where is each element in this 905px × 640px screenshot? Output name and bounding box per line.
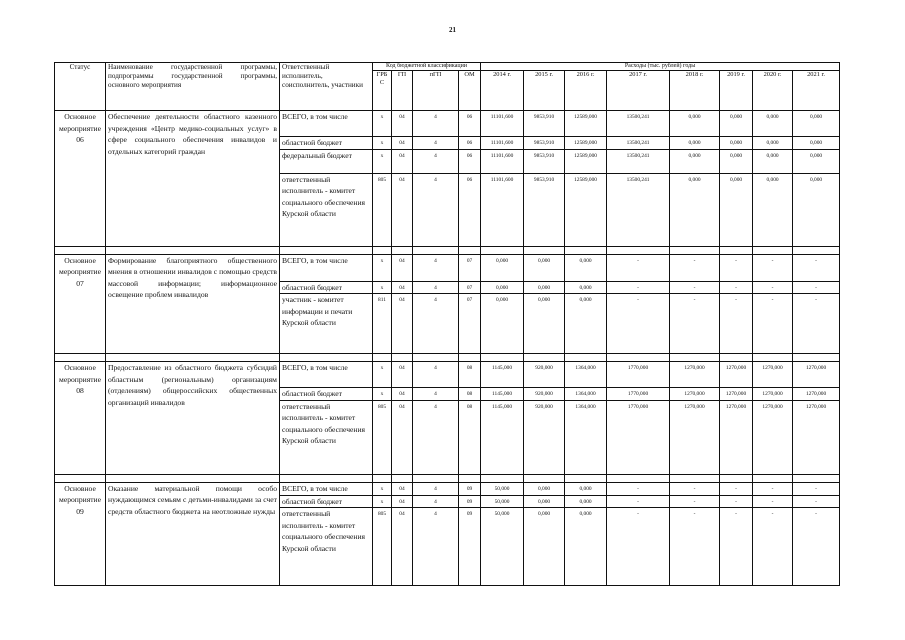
expense-value-cell: 0,000 — [793, 149, 840, 173]
status-cell: Основное мероприятие 07 — [55, 254, 106, 354]
expense-value-cell: 1270,000 — [670, 362, 720, 388]
expense-value-cell: 0,000 — [670, 137, 720, 150]
expense-value-cell: 9853,910 — [524, 173, 565, 246]
code-cell: 805 — [373, 508, 392, 586]
expense-value-cell: 1270,000 — [753, 362, 793, 388]
expense-value-cell: 1270,000 — [670, 400, 720, 474]
separator-cell — [565, 354, 607, 362]
expense-value-cell: 0,000 — [481, 281, 524, 294]
expense-value-cell: 13500,241 — [607, 149, 670, 173]
code-cell: x — [373, 482, 392, 495]
status-cell: Основное мероприятие 09 — [55, 482, 106, 586]
responsible-cell: областной бюджет — [280, 137, 373, 150]
expense-value-cell: 11101,600 — [481, 111, 524, 137]
responsible-cell: ответственный исполнитель - комитет социального обеспечения Курской области — [280, 508, 373, 586]
expense-value-cell: - — [607, 254, 670, 281]
expense-value-cell: 0,000 — [753, 137, 793, 150]
separator-cell — [793, 354, 840, 362]
code-cell: 4 — [413, 149, 459, 173]
code-cell: 4 — [413, 362, 459, 388]
expense-value-cell: - — [793, 254, 840, 281]
header-year: 2018 г. — [670, 71, 720, 111]
expense-value-cell: 9853,910 — [524, 111, 565, 137]
code-cell: 07 — [459, 254, 481, 281]
separator-cell — [607, 474, 670, 482]
expense-value-cell: - — [753, 254, 793, 281]
code-cell: x — [373, 281, 392, 294]
expense-value-cell: 12589,000 — [565, 111, 607, 137]
expense-value-cell: 1270,000 — [793, 400, 840, 474]
expense-value-cell: 0,000 — [720, 137, 753, 150]
responsible-cell: ВСЕГО, в том числе — [280, 362, 373, 388]
code-cell: 04 — [392, 388, 413, 401]
code-cell: x — [373, 388, 392, 401]
expense-value-cell: 13500,241 — [607, 137, 670, 150]
separator-cell — [753, 354, 793, 362]
code-cell: x — [373, 254, 392, 281]
separator-cell — [55, 354, 106, 362]
separator-cell — [392, 474, 413, 482]
expense-value-cell: - — [793, 482, 840, 495]
expense-value-cell: - — [720, 254, 753, 281]
expense-value-cell: 0,000 — [793, 137, 840, 150]
expense-value-cell: 0,000 — [720, 173, 753, 246]
separator-cell — [413, 474, 459, 482]
table-body — [55, 111, 840, 586]
expense-value-cell: 1270,000 — [720, 400, 753, 474]
expense-value-cell: 1364,000 — [565, 362, 607, 388]
code-cell: 4 — [413, 173, 459, 246]
separator-cell — [373, 246, 392, 254]
header-code-col: ГП — [392, 71, 413, 111]
separator-cell — [481, 246, 524, 254]
separator-cell — [55, 246, 106, 254]
separator-cell — [720, 354, 753, 362]
measure-name-cell: Формирование благоприятного общественного мнения в отношении инвалидов с помощью средств массовой информации; информационное освещение проблем инвалидов — [106, 254, 280, 354]
expense-value-cell: - — [607, 482, 670, 495]
separator-cell — [373, 474, 392, 482]
code-cell: 09 — [459, 508, 481, 586]
separator-cell — [280, 246, 373, 254]
expense-value-cell: 1270,000 — [793, 388, 840, 401]
header-year: 2016 г. — [565, 71, 607, 111]
expense-value-cell: 1145,000 — [481, 400, 524, 474]
code-cell: 04 — [392, 400, 413, 474]
code-cell: 4 — [413, 482, 459, 495]
code-cell: x — [373, 362, 392, 388]
expense-value-cell: 0,000 — [753, 111, 793, 137]
separator-cell — [280, 354, 373, 362]
code-cell: 4 — [413, 111, 459, 137]
header-year: 2019 г. — [720, 71, 753, 111]
expense-value-cell: - — [720, 495, 753, 508]
expense-value-cell: 12589,000 — [565, 173, 607, 246]
expense-value-cell: - — [607, 495, 670, 508]
code-cell: 09 — [459, 495, 481, 508]
expense-value-cell: 9853,910 — [524, 149, 565, 173]
separator-cell — [793, 474, 840, 482]
expense-value-cell: 0,000 — [524, 254, 565, 281]
table-row — [55, 362, 840, 388]
code-cell: 4 — [413, 388, 459, 401]
header-year: 2015 г. — [524, 71, 565, 111]
responsible-cell: ВСЕГО, в том числе — [280, 254, 373, 281]
page-number: 21 — [449, 26, 456, 34]
expense-value-cell: 0,000 — [720, 149, 753, 173]
code-cell: 04 — [392, 137, 413, 150]
code-cell: 805 — [373, 400, 392, 474]
expense-value-cell: 0,000 — [524, 482, 565, 495]
expense-value-cell: 50,000 — [481, 508, 524, 586]
code-cell: x — [373, 495, 392, 508]
code-cell: 04 — [392, 362, 413, 388]
measure-name-cell: Обеспечение деятельности областного казенного учреждения «Центр медико-социальных услуг» в сфере социального обеспечения инвалидов и отдельных категорий граждан — [106, 111, 280, 247]
responsible-cell: федеральный бюджет — [280, 149, 373, 173]
header-status: Статус — [55, 63, 106, 111]
table-header — [55, 63, 840, 111]
expense-value-cell: - — [670, 495, 720, 508]
expense-value-cell: - — [720, 294, 753, 354]
code-cell: 06 — [459, 149, 481, 173]
expense-value-cell: 50,000 — [481, 495, 524, 508]
expense-value-cell: - — [607, 294, 670, 354]
expense-value-cell: - — [607, 508, 670, 586]
expense-value-cell: 1270,000 — [720, 362, 753, 388]
responsible-cell: областной бюджет — [280, 281, 373, 294]
separator-cell — [670, 474, 720, 482]
expense-value-cell: 13500,241 — [607, 173, 670, 246]
separator-cell — [481, 474, 524, 482]
separator-cell — [413, 246, 459, 254]
responsible-cell: областной бюджет — [280, 388, 373, 401]
expense-value-cell: 0,000 — [565, 482, 607, 495]
code-cell: 4 — [413, 400, 459, 474]
expense-value-cell: 11101,600 — [481, 137, 524, 150]
expense-value-cell: - — [793, 294, 840, 354]
expense-value-cell: 50,000 — [481, 482, 524, 495]
separator-cell — [373, 354, 392, 362]
header-budget-code: Код бюджетной классификации — [373, 63, 481, 71]
expense-value-cell: 0,000 — [565, 281, 607, 294]
code-cell: 04 — [392, 508, 413, 586]
expense-value-cell: - — [607, 281, 670, 294]
code-cell: x — [373, 111, 392, 137]
separator-cell — [607, 354, 670, 362]
expense-value-cell: 1145,000 — [481, 388, 524, 401]
code-cell: 07 — [459, 281, 481, 294]
expense-value-cell: - — [670, 482, 720, 495]
expense-value-cell: 0,000 — [524, 508, 565, 586]
table-row — [55, 111, 840, 137]
group-separator — [55, 354, 840, 362]
expense-value-cell: 0,000 — [565, 254, 607, 281]
separator-cell — [565, 246, 607, 254]
code-cell: 06 — [459, 111, 481, 137]
responsible-cell: участник - комитет информации и печати Курской области — [280, 294, 373, 354]
header-year: 2014 г. — [481, 71, 524, 111]
responsible-cell: ВСЕГО, в том числе — [280, 482, 373, 495]
separator-cell — [753, 474, 793, 482]
expense-value-cell: 0,000 — [753, 149, 793, 173]
separator-cell — [720, 246, 753, 254]
code-cell: 4 — [413, 294, 459, 354]
code-cell: 04 — [392, 111, 413, 137]
header-year: 2017 г. — [607, 71, 670, 111]
header-code-col: ОМ — [459, 71, 481, 111]
separator-cell — [106, 354, 280, 362]
expense-value-cell: 0,000 — [565, 495, 607, 508]
expense-value-cell: 1270,000 — [720, 388, 753, 401]
expense-value-cell: - — [753, 495, 793, 508]
measure-name-cell: Предоставление из областного бюджета субсидий областным (региональным) организациям (отделениям) общероссийских общественных организаций инвалидов — [106, 362, 280, 475]
code-cell: 04 — [392, 294, 413, 354]
code-cell: 4 — [413, 495, 459, 508]
expense-value-cell: - — [793, 508, 840, 586]
separator-cell — [413, 354, 459, 362]
code-cell: 04 — [392, 173, 413, 246]
expense-value-cell: 920,000 — [524, 388, 565, 401]
code-cell: 08 — [459, 362, 481, 388]
separator-cell — [459, 246, 481, 254]
expense-value-cell: 0,000 — [670, 149, 720, 173]
separator-cell — [55, 474, 106, 482]
code-cell: 04 — [392, 149, 413, 173]
expense-value-cell: 0,000 — [524, 495, 565, 508]
expense-value-cell: 0,000 — [481, 294, 524, 354]
expense-value-cell: - — [793, 495, 840, 508]
expense-value-cell: 1270,000 — [753, 400, 793, 474]
code-cell: 08 — [459, 388, 481, 401]
expense-value-cell: - — [793, 281, 840, 294]
responsible-cell: ВСЕГО, в том числе — [280, 111, 373, 137]
expense-value-cell: 0,000 — [565, 508, 607, 586]
expense-value-cell: - — [670, 294, 720, 354]
separator-cell — [481, 354, 524, 362]
code-cell: 4 — [413, 254, 459, 281]
expense-value-cell: - — [753, 482, 793, 495]
expense-value-cell: 0,000 — [565, 294, 607, 354]
expense-value-cell: - — [720, 281, 753, 294]
expense-value-cell: 11101,600 — [481, 173, 524, 246]
expense-value-cell: 0,000 — [524, 281, 565, 294]
separator-cell — [392, 246, 413, 254]
code-cell: 04 — [392, 254, 413, 281]
expense-value-cell: 11101,600 — [481, 149, 524, 173]
separator-cell — [607, 246, 670, 254]
expense-value-cell: 0,000 — [793, 173, 840, 246]
expense-value-cell: 920,000 — [524, 362, 565, 388]
separator-cell — [280, 474, 373, 482]
separator-cell — [793, 246, 840, 254]
separator-cell — [720, 474, 753, 482]
expense-value-cell: 0,000 — [481, 254, 524, 281]
separator-cell — [459, 354, 481, 362]
separator-cell — [106, 474, 280, 482]
separator-cell — [524, 246, 565, 254]
measure-name-cell: Оказание материальной помощи особо нуждающимся семьям с детьми-инвалидами за счет средств областного бюджета на неотложные нужды — [106, 482, 280, 586]
separator-cell — [565, 474, 607, 482]
code-cell: 4 — [413, 508, 459, 586]
responsible-cell: ответственный исполнитель - комитет социального обеспечения Курской области — [280, 173, 373, 246]
code-cell: 4 — [413, 281, 459, 294]
code-cell: 08 — [459, 400, 481, 474]
code-cell: x — [373, 149, 392, 173]
expense-value-cell: 12589,000 — [565, 137, 607, 150]
expense-value-cell: 1364,000 — [565, 388, 607, 401]
group-separator — [55, 474, 840, 482]
header-responsible: Ответственный исполнитель, соисполнитель, участники — [280, 63, 373, 111]
expense-value-cell: 0,000 — [670, 111, 720, 137]
header-code-col: пГП — [413, 71, 459, 111]
expense-value-cell: 1770,000 — [607, 362, 670, 388]
separator-cell — [459, 474, 481, 482]
header-expenses: Расходы (тыс. рублей) годы — [481, 63, 840, 71]
expense-value-cell: 0,000 — [793, 111, 840, 137]
header-year: 2020 г. — [753, 71, 793, 111]
expense-value-cell: 1270,000 — [670, 388, 720, 401]
expense-value-cell: - — [720, 482, 753, 495]
expense-value-cell: - — [670, 508, 720, 586]
expense-value-cell: 1770,000 — [607, 400, 670, 474]
expense-value-cell: - — [753, 294, 793, 354]
expense-value-cell: 0,000 — [524, 294, 565, 354]
responsible-cell: областной бюджет — [280, 495, 373, 508]
code-cell: 07 — [459, 294, 481, 354]
code-cell: 06 — [459, 173, 481, 246]
separator-cell — [670, 246, 720, 254]
table-row — [55, 482, 840, 495]
separator-cell — [106, 246, 280, 254]
header-name: Наименование государственной программы, подпрограммы государственной программы, основного мероприятия — [106, 63, 280, 111]
code-cell: 04 — [392, 482, 413, 495]
code-cell: 04 — [392, 495, 413, 508]
header-code-col: ГРБ С — [373, 71, 392, 111]
status-cell: Основное мероприятие 08 — [55, 362, 106, 475]
expense-value-cell: 1270,000 — [793, 362, 840, 388]
separator-cell — [670, 354, 720, 362]
code-cell: 4 — [413, 137, 459, 150]
separator-cell — [392, 354, 413, 362]
group-separator — [55, 246, 840, 254]
code-cell: x — [373, 137, 392, 150]
expense-value-cell: - — [670, 254, 720, 281]
separator-cell — [524, 354, 565, 362]
expense-value-cell: 1270,000 — [753, 388, 793, 401]
code-cell: 04 — [392, 281, 413, 294]
budget-table — [54, 62, 840, 586]
expense-value-cell: - — [720, 508, 753, 586]
separator-cell — [753, 246, 793, 254]
expense-value-cell: 920,000 — [524, 400, 565, 474]
status-cell: Основное мероприятие 06 — [55, 111, 106, 247]
code-cell: 06 — [459, 137, 481, 150]
expense-value-cell: - — [753, 508, 793, 586]
separator-cell — [524, 474, 565, 482]
expense-value-cell: 9853,910 — [524, 137, 565, 150]
responsible-cell: ответственный исполнитель - комитет социального обеспечения Курской области — [280, 400, 373, 474]
expense-value-cell: 1770,000 — [607, 388, 670, 401]
code-cell: 811 — [373, 294, 392, 354]
expense-value-cell: - — [753, 281, 793, 294]
header-year: 2021 г. — [793, 71, 840, 111]
expense-value-cell: 12589,000 — [565, 149, 607, 173]
expense-value-cell: 1145,000 — [481, 362, 524, 388]
expense-value-cell: 13500,241 — [607, 111, 670, 137]
expense-value-cell: - — [670, 281, 720, 294]
expense-value-cell: 1364,000 — [565, 400, 607, 474]
code-cell: 805 — [373, 173, 392, 246]
table-row — [55, 254, 840, 281]
expense-value-cell: 0,000 — [670, 173, 720, 246]
expense-value-cell: 0,000 — [753, 173, 793, 246]
expense-value-cell: 0,000 — [720, 111, 753, 137]
code-cell: 09 — [459, 482, 481, 495]
